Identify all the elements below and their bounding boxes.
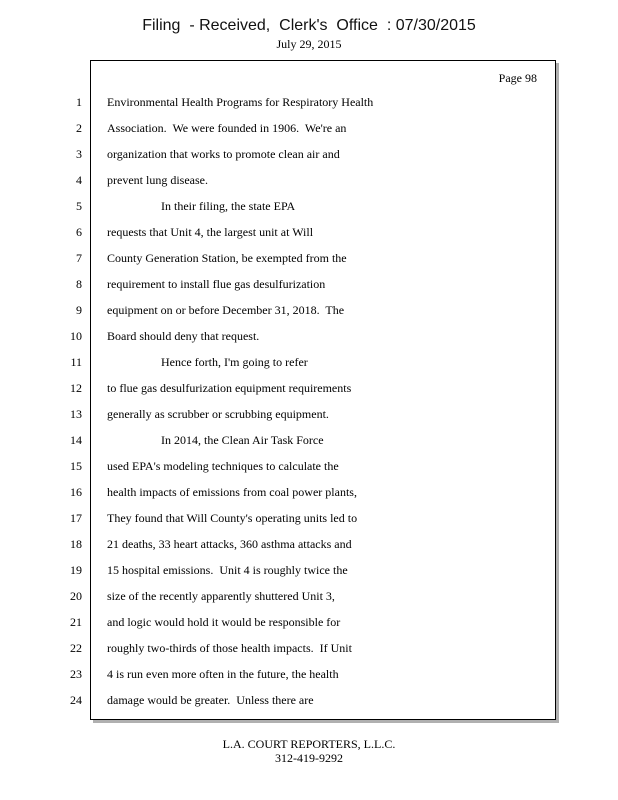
line-number-column <box>52 95 82 719</box>
line-number: 1 <box>76 95 82 109</box>
line-number: 6 <box>76 225 82 239</box>
line-number: 8 <box>76 277 82 291</box>
line-number: 22 <box>70 641 82 655</box>
transcript-line: organization that works to promote clean air and <box>107 147 340 161</box>
transcript-line: Hence forth, I'm going to refer <box>161 355 308 369</box>
transcript-line: Board should deny that request. <box>107 329 260 343</box>
transcript-line: and logic would hold it would be responsible for <box>107 615 341 629</box>
line-number: 21 <box>70 615 82 629</box>
line-number: 2 <box>76 121 82 135</box>
line-number: 18 <box>70 537 82 551</box>
transcript-line: used EPA's modeling techniques to calculate the <box>107 459 339 473</box>
transcript-line: to flue gas desulfurization equipment requirements <box>107 381 352 395</box>
line-number: 12 <box>70 381 82 395</box>
transcript-line: County Generation Station, be exempted from the <box>107 251 347 265</box>
court-reporter-name: L.A. COURT REPORTERS, L.L.C. <box>222 737 396 751</box>
transcript-line: health impacts of emissions from coal power plants, <box>107 485 357 499</box>
page-footer <box>0 737 618 765</box>
transcript-body <box>107 95 537 719</box>
line-number: 5 <box>76 199 82 213</box>
filing-stamp: Filing - Received, Clerk's Office : 07/30/2015 <box>142 17 476 34</box>
line-number: 3 <box>76 147 82 161</box>
line-number: 7 <box>76 251 82 265</box>
line-number: 17 <box>70 511 82 525</box>
transcript-line: Environmental Health Programs for Respiratory Health <box>107 95 374 109</box>
line-number: 9 <box>76 303 82 317</box>
line-number: 10 <box>70 329 82 343</box>
line-number: 11 <box>70 355 82 369</box>
court-reporter-phone: 312-419-9292 <box>275 751 343 765</box>
transcript-line: equipment on or before December 31, 2018. The <box>107 303 345 317</box>
transcript-line: requests that Unit 4, the largest unit at Will <box>107 225 314 239</box>
line-number: 23 <box>70 667 82 681</box>
line-number: 15 <box>70 459 82 473</box>
transcript-line: roughly two-thirds of those health impacts. If Unit <box>107 641 352 655</box>
transcript-line: 4 is run even more often in the future, the health <box>107 667 339 681</box>
transcript-line: generally as scrubber or scrubbing equipment. <box>107 407 329 421</box>
line-number: 13 <box>70 407 82 421</box>
transcript-line: size of the recently apparently shuttered Unit 3, <box>107 589 335 603</box>
line-number: 14 <box>70 433 82 447</box>
line-number: 19 <box>70 563 82 577</box>
line-number: 16 <box>70 485 82 499</box>
transcript-line: In 2014, the Clean Air Task Force <box>161 433 324 447</box>
transcript-line: 21 deaths, 33 heart attacks, 360 asthma attacks and <box>107 537 352 551</box>
line-number: 24 <box>70 693 82 707</box>
transcript-line: requirement to install flue gas desulfurization <box>107 277 326 291</box>
transcript-line: 15 hospital emissions. Unit 4 is roughly twice the <box>107 563 348 577</box>
line-number: 20 <box>70 589 82 603</box>
transcript-line: Association. We were founded in 1906. We're an <box>107 121 347 135</box>
line-number: 4 <box>76 173 82 187</box>
transcript-line: They found that Will County's operating units led to <box>107 511 358 525</box>
transcript-date: July 29, 2015 <box>276 37 342 51</box>
transcript-line: In their filing, the state EPA <box>161 199 296 213</box>
transcript-line: prevent lung disease. <box>107 173 208 187</box>
transcript-line: damage would be greater. Unless there are <box>107 693 314 707</box>
page-number: Page 98 <box>498 71 537 85</box>
